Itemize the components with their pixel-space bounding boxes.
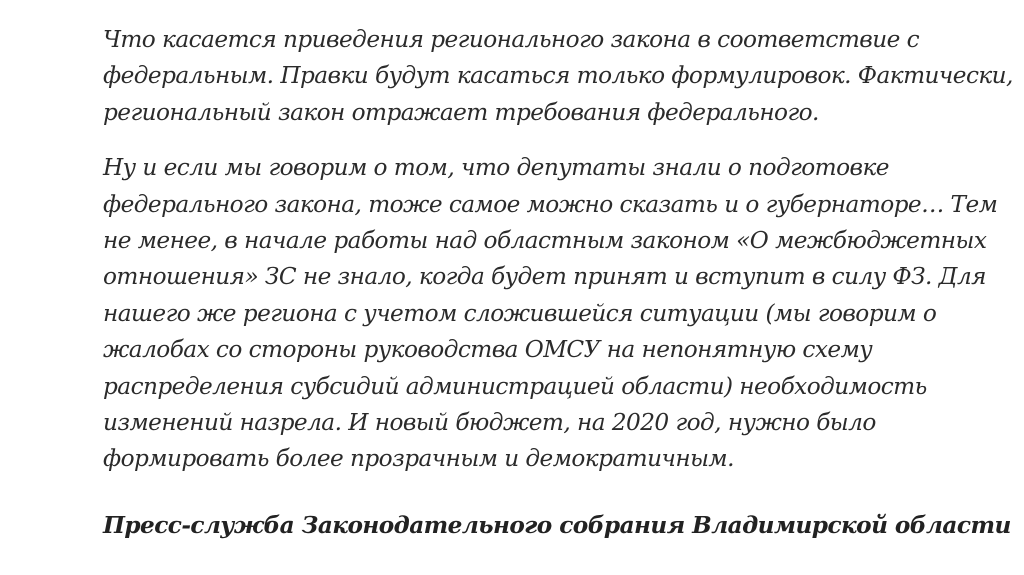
paragraph-line: федерального закона, тоже самое можно сказать и о губернаторе… Тем [103,190,998,218]
paragraph-line: Ну и если мы говорим о том, что депутаты знали о подготовке [103,154,889,182]
paragraph-line: Что касается приведения регионального закона в соответствие с [103,26,920,53]
paragraph-line: нашего же региона с учетом сложившейся ситуации (мы говорим о [103,299,937,327]
paragraph-line: жалобах со стороны руководства ОМСУ на непонятную схему [103,336,873,364]
paragraph-2 [103,150,998,478]
paragraph-line: формировать более прозрачным и демократичным. [103,445,734,473]
paragraph-line: федеральным. Правки будут касаться только формулировок. Фактически, [103,62,1013,90]
paragraph-line: не менее, в начале работы над областным законом «О межбюджетных [103,227,987,255]
paragraph-line: отношения» ЗС не знало, когда будет принят и вступит в силу ФЗ. Для [103,263,986,291]
paragraph-line: изменений назрела. И новый бюджет, на 2020 год, нужно было [103,409,876,437]
press-service-signature: Пресс-служба Законодательного собрания Владимирской области [103,511,1011,539]
paragraph-line: региональный закон отражает требования федерального. [103,98,819,126]
paragraph-line: распределения субсидий администрацией области) необходимость [103,372,927,400]
paragraph-1 [103,22,1013,131]
